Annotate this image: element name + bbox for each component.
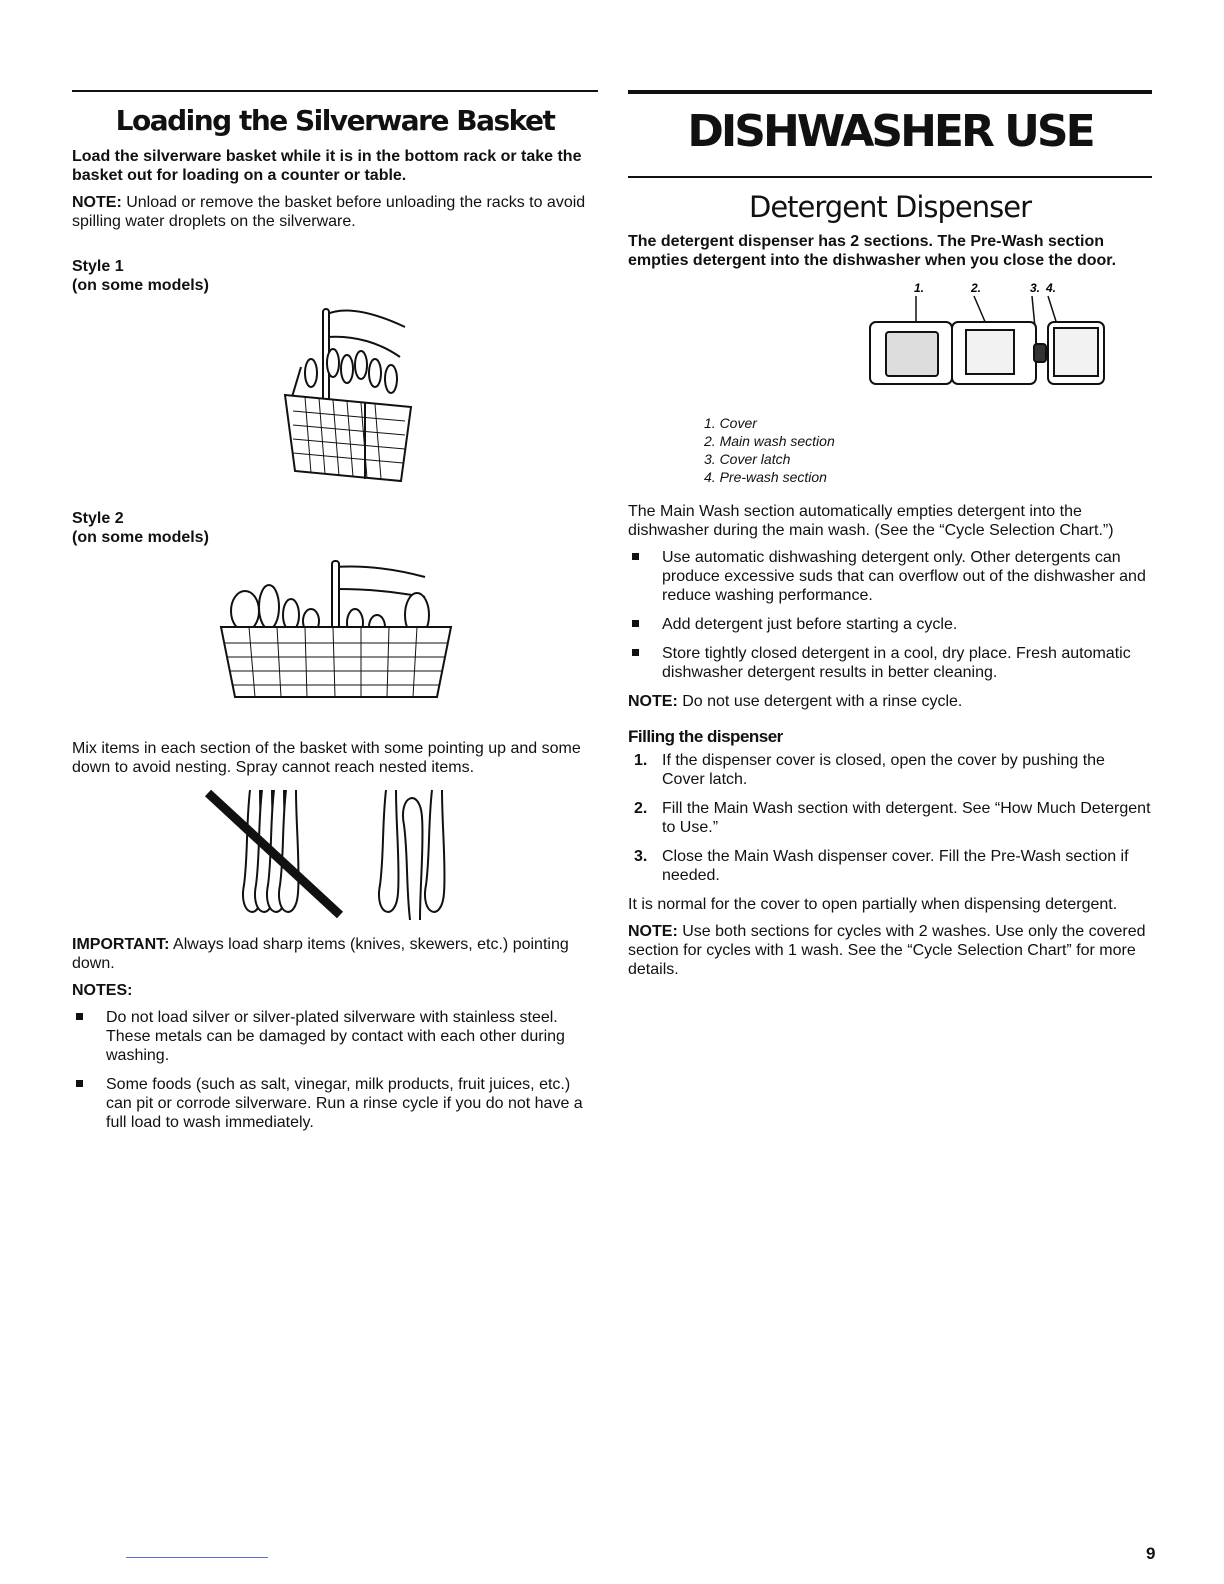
style2-label: Style 2 [72,509,124,527]
important-label: IMPORTANT: [72,935,170,953]
notes-list [72,1008,598,1132]
note-label: NOTE: [72,193,122,211]
note-text: Do not use detergent with a rinse cycle. [677,692,963,710]
dispenser-intro: The detergent dispenser has 2 sections. The Pre-Wash section empties detergent into the dishwasher when you close the door. [628,232,1117,269]
note-label: NOTE: [628,692,678,710]
list-item: Do not load silver or silver-plated silverware with stainless steel. These metals can be damaged by contact with each other during washing. [72,1008,598,1065]
callout-2: 2. [971,280,982,295]
step-text: If the dispenser cover is closed, open the cover by pushing the Cover latch. [662,751,1105,788]
dispenser-illustration [730,278,1057,406]
silverware-basket-heading: Loading the Silverware Basket [115,104,555,137]
style2-basket-illustration [185,547,485,717]
sections-note [628,922,1152,979]
step-item [628,751,1152,789]
callout-1: 1. [914,280,925,295]
callout-3: 3. [1030,280,1041,295]
important-text [72,935,598,973]
step-item [628,847,1152,885]
detergent-dispenser-heading: Detergent Dispenser [748,190,1032,224]
caption-cover: 1. Cover [704,414,757,431]
silverware-intro: Load the silverware basket while it is in the bottom rack or take the basket out for loading on a counter or table. [72,147,582,184]
filling-dispenser-heading: Filling the dispenser [628,726,783,746]
right-mid-rule [628,176,1152,178]
mix-items-text: Mix items in each section of the basket with some pointing up and some down to avoid nesting. Spray cannot reach nested items. [72,739,581,776]
list-item: Store tightly closed detergent in a cool, dry place. Fresh automatic dishwasher detergent results in better cleaning. [628,644,1152,682]
note-text: Use both sections for cycles with 2 washes. Use only the covered section for cycles with 1 wash. See the “Cycle Selection Chart” for more details. [628,922,1146,978]
rinse-note [628,692,1152,711]
important-body: Always load sharp items (knives, skewers, etc.) pointing down. [72,935,569,972]
style1-sub: (on some models) [72,276,209,294]
step-item [628,799,1152,837]
main-wash-text: The Main Wash section automatically empties detergent into the dishwasher during the main wash. (See the “Cycle Selection Chart.”) [628,502,1114,539]
list-item: Some foods (such as salt, vinegar, milk products, fruit juices, etc.) can pit or corrode silverware. Run a rinse cycle if you do not have a full load to wash immediately. [72,1075,598,1132]
page-number: 9 [1146,1544,1156,1563]
step-number: 3. [634,847,648,865]
dishwasher-use-heading: DISHWASHER USE [687,106,1093,157]
step-text: Fill the Main Wash section with detergent. See “How Much Detergent to Use.” [662,799,1151,836]
list-item: Use automatic dishwashing detergent only. Other detergents can produce excessive suds that can overflow out of the dishwasher and reduce washing performance. [628,548,1152,605]
filling-steps [628,751,1152,885]
caption-main-wash: 2. Main wash section [704,432,835,449]
note-label: NOTE: [628,922,678,940]
footer-rule [126,1557,268,1558]
caption-pre-wash: 4. Pre-wash section [704,468,827,485]
detergent-bullets [628,548,1152,682]
right-column [628,90,1152,987]
left-top-rule [72,90,598,92]
dispenser-captions [704,414,1152,486]
right-top-rule [628,90,1152,94]
step-number: 2. [634,799,648,817]
style2-sub: (on some models) [72,528,209,546]
notes-label: NOTES: [72,981,133,999]
callout-4: 4. [1046,280,1057,295]
note-text: Unload or remove the basket before unloading the racks to avoid spilling water droplets on the silverware. [72,193,586,230]
left-column [72,90,598,1142]
style1-basket-illustration [215,295,455,495]
caption-cover-latch: 3. Cover latch [704,450,791,467]
list-item: Add detergent just before starting a cycle. [628,615,1152,634]
step-number: 1. [634,751,648,769]
normal-partial-text: It is normal for the cover to open partially when dispensing detergent. [628,895,1118,913]
silverware-note [72,193,598,231]
style1-label: Style 1 [72,257,124,275]
step-text: Close the Main Wash dispenser cover. Fill the Pre-Wash section if needed. [662,847,1129,884]
nesting-illustration [200,785,470,925]
